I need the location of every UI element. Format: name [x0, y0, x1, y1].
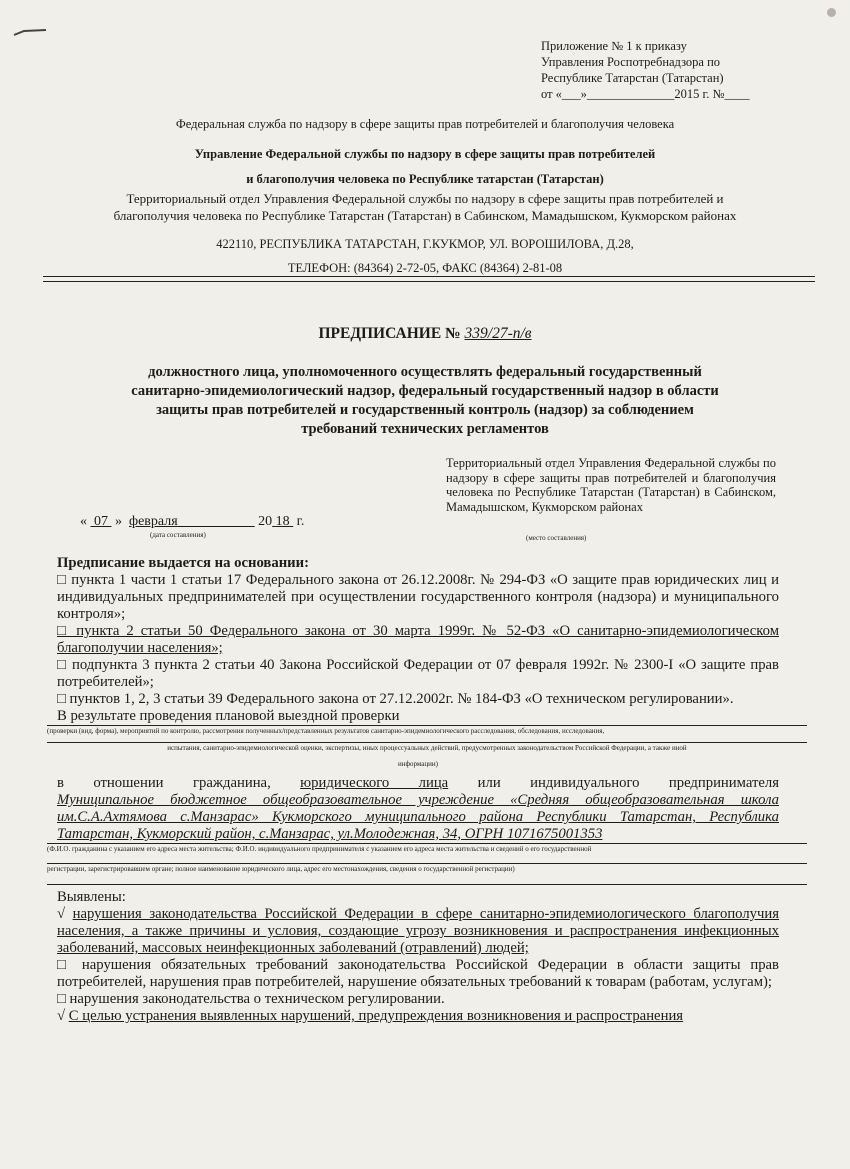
date-open-quote: «	[80, 514, 87, 529]
annex-line-4: от «___»______________2015 г. №____	[541, 87, 750, 101]
basis-item-3: □ подпункта 3 пункта 2 статьи 40 Закона Российской Федерации от 07 февраля 1992г. № 2300-I «О защите прав потребителей»;	[57, 657, 779, 690]
findings-item-3: □ нарушения законодательства о техническом регулировании.	[57, 991, 445, 1007]
subject-legal-entity: юридического лица	[300, 775, 449, 791]
title-label: ПРЕДПИСАНИЕ №	[318, 325, 461, 342]
territorial-line-2: благополучия человека по Республике Татарстан (Татарстан) в Сабинском, Мамадышском, Кукморском районах	[113, 208, 737, 223]
territorial-line-1: Территориальный отдел Управления Федеральной службы по надзору в сфере защиты прав потребителей и	[126, 191, 724, 206]
annex-block	[541, 38, 749, 102]
place-of-issue: Территориальный отдел Управления Федеральной службы по надзору в сфере защиты прав потребителей и благополучия человека по Республике Татарстан (Татарстан) в Сабинском, Мамадышском, Кукморском районах	[446, 456, 776, 514]
findings-item-1: √ нарушения законодательства Российской Федерации в сфере санитарно-эпидемиологического благополучия населения, а также причины и условия, создающие угрозу возникновения и распространения инфекционных заболеваний, массовых неинфекционных заболеваний (отравлений) людей;	[57, 906, 780, 956]
date-day: 07	[94, 514, 108, 529]
subtitle-line-2: санитарно-эпидемиологический надзор, федеральный государственный надзор в области	[131, 383, 719, 399]
result-note-2: испытания, санитарно-эпидемиологической оценки, экспертизы, иных процессуальных действий, предусмотренных законодательством Российской Федерации, а также иной	[47, 742, 807, 753]
subtitle-line-3: защиты прав потребителей и государственный контроль (надзор) за соблюдением	[156, 402, 694, 418]
findings-item-4: √ С целью устранения выявленных нарушений, предупреждения возникновения и распространения	[57, 1008, 684, 1024]
findings-item-2: □ нарушения обязательных требований законодательства Российской Федерации в области защиты прав потребителей, нарушения прав потребителей, нарушение обязательных требований к товарам (работам, услугам);	[57, 957, 779, 990]
header-divider-top	[43, 276, 815, 277]
document-subtitle	[40, 363, 810, 439]
basis-heading: Предписание выдается на основании:	[57, 555, 309, 571]
result-note-3: информации)	[398, 760, 438, 768]
date-note: (дата составления)	[150, 531, 206, 539]
subject-note-1: (Ф.И.О. гражданина с указанием его адреса места жительства; Ф.И.О. индивидуального предпринимателя с указанием его адреса места жительства и сведений о его государственной	[47, 843, 807, 854]
agency-name: Федеральная служба по надзору в сфере защиты прав потребителей и благополучия человека	[175, 117, 675, 131]
basis-item-4: □ пунктов 1, 2, 3 статьи 39 Федерального закона от 27.12.2002г. № 184-ФЗ «О техническом регулировании».	[57, 691, 734, 707]
basis-item-1: □ пункта 1 части 1 статьи 17 Федерального закона от 26.12.2008г. № 294-ФЗ «О защите прав юридических лиц и индивидуальных предпринимателей при осуществлении государственного контроля (надзора) и муниципального контроля»;	[57, 572, 779, 622]
staple-mark-icon	[12, 26, 48, 40]
hole-punch-mark	[827, 8, 836, 17]
subject-entity: Муниципальное бюджетное общеобразовательное учреждение «Средняя общеобразовательная школа им.С.А.Ахтямова с.Манзарас» Кукморского муниципального района Республики Татарстан, Республика Татарстан, Кукморский район, с.Манзарас, ул.Молодежная, 34, ОГРН 1071675001353	[57, 792, 779, 842]
page-title	[40, 325, 810, 343]
address: 422110, РЕСПУБЛИКА ТАТАРСТАН, Г.КУКМОР, УЛ. ВОРОШИЛОВА, Д.28,	[216, 237, 634, 251]
territorial-office	[40, 190, 810, 224]
result-note-1: (проверки (вид, форма), мероприятий по контролю, рассмотрения полученных/представленных результатов санитарно-эпидемиологического расследования, обследования, исследования,	[47, 725, 807, 736]
inspection-result: В результате проведения плановой выездной проверки	[57, 708, 400, 724]
place-note: (место составления)	[526, 534, 587, 542]
title-number: 339/27-п/в	[464, 325, 532, 342]
annex-line-3: Республике Татарстан (Татарстан)	[541, 71, 724, 85]
department-line-2: и благополучия человека по Республике татарстан (Татарстан)	[246, 172, 604, 186]
basis-item-2: □ пункта 2 статьи 50 Федерального закона от 30 марта 1999г. № 52-ФЗ «О санитарно-эпидемиологическом благополучии населения»;	[57, 623, 779, 656]
subtitle-line-1: должностного лица, уполномоченного осуществлять федеральный государственный	[148, 364, 702, 380]
department-name	[40, 142, 810, 192]
date-close-quote: »	[115, 514, 122, 529]
document-body	[47, 555, 780, 1025]
subtitle-line-4: требований технических регламентов	[301, 421, 549, 437]
issue-date	[80, 514, 304, 530]
date-month: февраля	[129, 514, 178, 529]
date-suffix: г.	[296, 514, 305, 529]
findings-heading: Выявлены:	[57, 889, 126, 905]
annex-line-1: Приложение № 1 к приказу	[541, 39, 687, 53]
subject-lead: в отношении гражданина, юридического лица или индивидуального предпринимателя	[57, 775, 780, 791]
date-century: 20	[258, 514, 273, 529]
annex-line-2: Управления Роспотребнадзора по	[541, 55, 721, 69]
subject-note-2: регистрации, зарегистрировавшем органе; полное наименование юридического лица, адрес его местонахождения, сведения о государственной регистрации)	[47, 863, 807, 874]
phone: ТЕЛЕФОН: (84364) 2-72-05, ФАКС (84364) 2-81-08	[287, 261, 563, 275]
contacts	[40, 232, 810, 280]
department-line-1: Управление Федеральной службы по надзору в сфере защиты прав потребителей	[194, 147, 656, 161]
header-divider-bottom	[43, 281, 815, 282]
subject-divider	[47, 884, 807, 885]
date-year: 18	[275, 514, 290, 529]
